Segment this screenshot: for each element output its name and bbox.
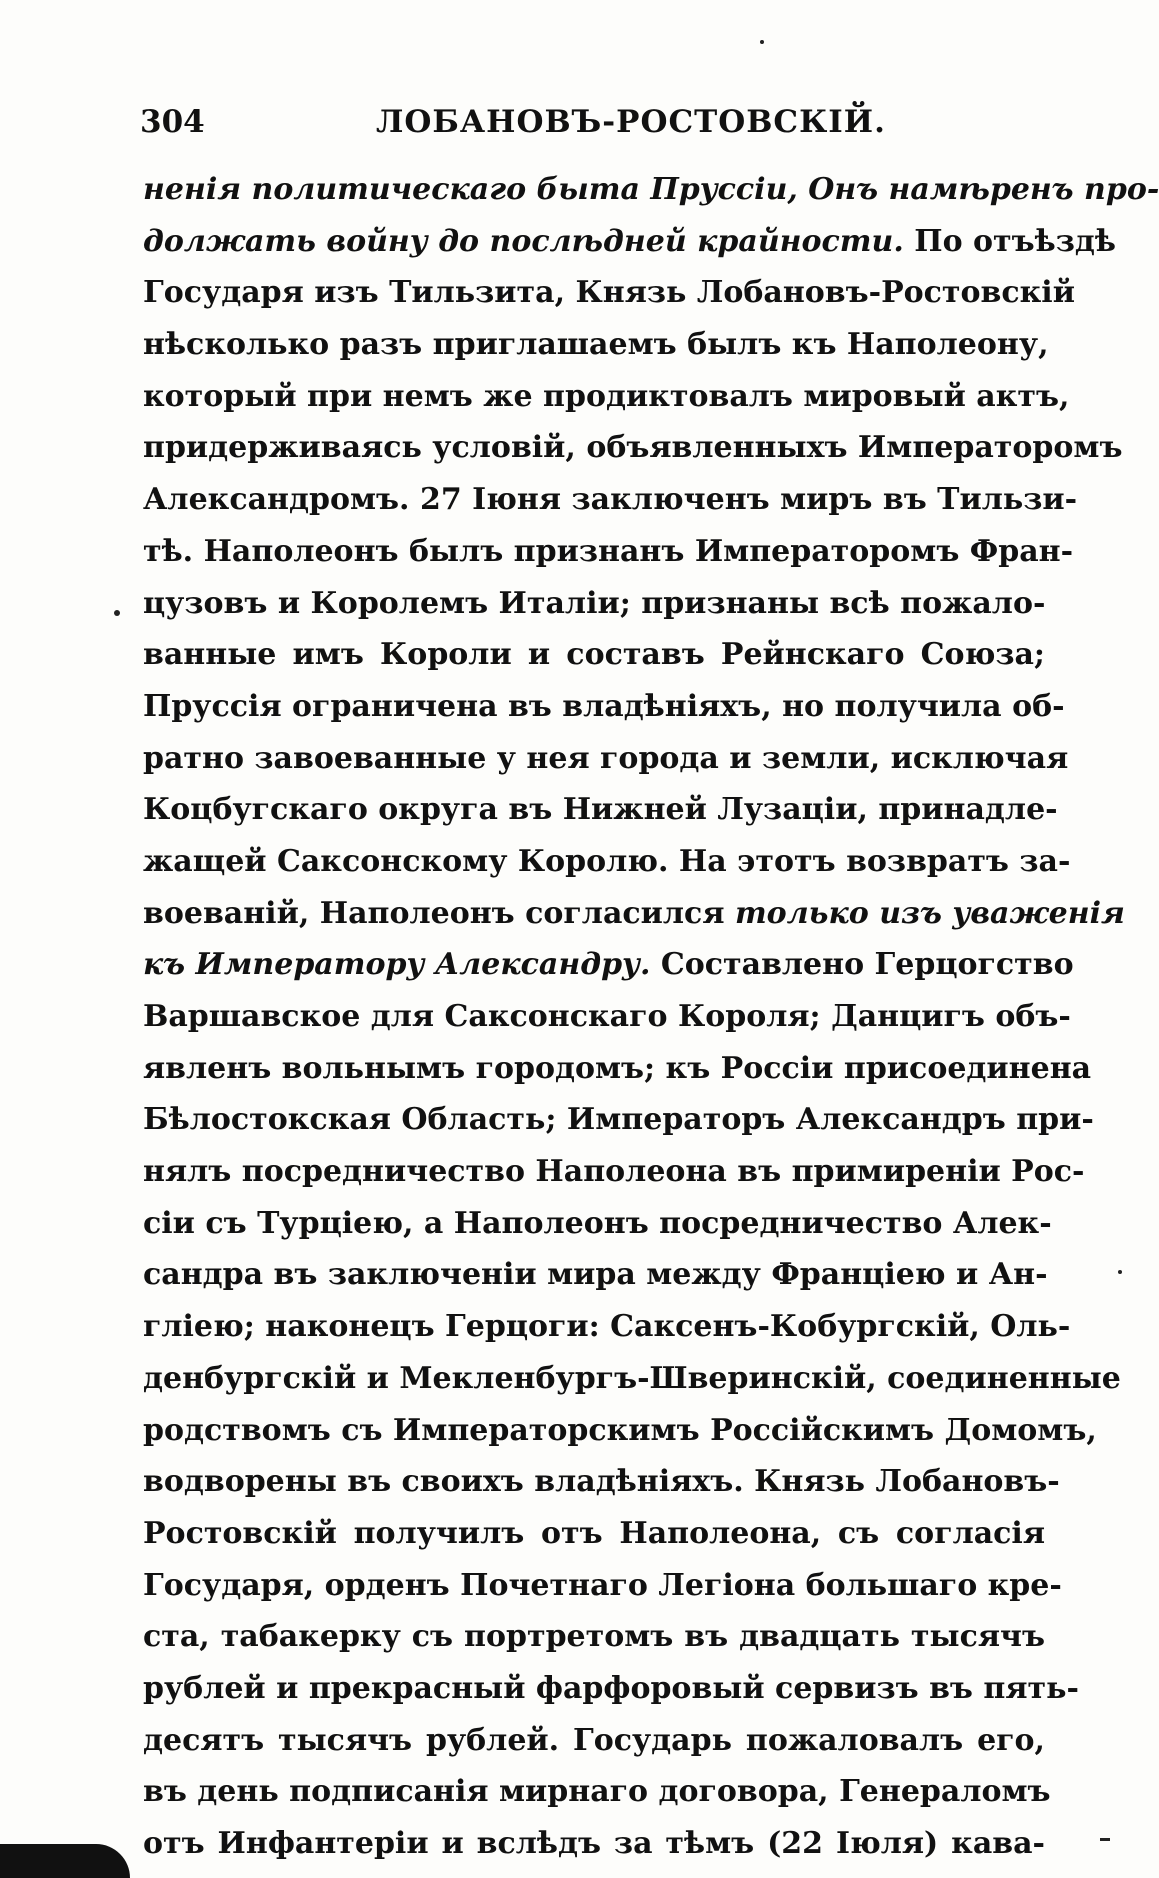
scan-edge-shadow [0, 1844, 130, 1878]
italic-run: должать войну до послѣдней крайности. [143, 223, 904, 259]
text-line: который при немъ же продиктовалъ мировый актъ, [143, 378, 1070, 414]
italic-run: къ Императору Александру. [143, 947, 651, 983]
text-line: родствомъ съ Императорскимъ Россійскимъ Домомъ, [143, 1412, 1097, 1448]
text-line: десятъ тысячъ рублей. Государь пожаловалъ его, [143, 1722, 1045, 1758]
running-head: ЛОБАНОВЪ-РОСТОВСКІЙ. [376, 104, 886, 140]
scan-speck [760, 40, 764, 44]
text-line: жащей Саксонскому Королю. На этотъ возвратъ за- [143, 843, 1071, 879]
text-line: Варшавское для Саксонскаго Короля; Данцигъ объ- [143, 999, 1071, 1034]
text-line: нялъ посредничество Наполеона въ примиреніи Рос- [143, 1154, 1085, 1190]
text-line-mixed: должать войну до послѣдней крайности. По отъѣздѣ [143, 223, 1116, 259]
text-line: Бѣлостокская Область; Императоръ Александръ при- [143, 1102, 1094, 1138]
body-text [143, 164, 1159, 1870]
text-line: придерживаясь условій, объявленныхъ Императоромъ [143, 430, 1123, 466]
text-line: Коцбугскаго округа въ Нижней Лузаціи, принадле- [143, 792, 1058, 828]
text-line: цузовъ и Королемъ Италіи; признаны всѣ пожало- [143, 585, 1046, 621]
text-line: денбургскій и Мекленбургъ-Шверинскій, соединенные [143, 1360, 1121, 1396]
scan-speck [1118, 1270, 1122, 1274]
text-line: гліею; наконецъ Герцоги: Саксенъ-Кобургскій, Оль- [143, 1309, 1071, 1345]
text-line: ста, табакерку съ портретомъ въ двадцать тысячъ [143, 1619, 1045, 1655]
text-line: Александромъ. 27 Іюня заключенъ миръ въ Тильзи- [143, 482, 1078, 518]
text-line: рублей и прекрасный фарфоровый сервизъ въ пять- [143, 1670, 1079, 1706]
text-line: Государя, орденъ Почетнаго Легіона большаго кре- [143, 1567, 1062, 1603]
text-line: въ день подписанія мирнаго договора, Генераломъ [143, 1774, 1051, 1810]
scan-speck [1100, 1838, 1110, 1841]
text-line: явленъ вольнымъ городомъ; къ Россіи присоединена [143, 1050, 1092, 1086]
text-line: сіи съ Турціею, а Наполеонъ посредничество Алек- [143, 1205, 1052, 1241]
text-line-mixed: къ Императору Александру. Составлено Герцогство [143, 947, 1074, 983]
text-line: нѣсколько разъ приглашаемъ былъ къ Наполеону, [143, 327, 1049, 363]
page-number: 304 [140, 104, 205, 140]
text-line: водворены въ своихъ владѣніяхъ. Князь Лобановъ- [143, 1464, 1060, 1500]
text-line: Государя изъ Тильзита, Князь Лобановъ-Ростовскій [143, 275, 1075, 311]
scan-speck [114, 610, 120, 616]
text-line-mixed: воеваній, Наполеонъ согласился только изъ уваженія [143, 895, 1125, 931]
text-line: тѣ. Наполеонъ былъ признанъ Императоромъ Фран- [143, 533, 1074, 569]
text-line: ванные имъ Короли и составъ Рейнскаго Союза; [143, 637, 1045, 673]
text-line: отъ Инфантеріи и вслѣдъ за тѣмъ (22 Іюля) кава- [143, 1826, 1045, 1861]
text-line: сандра въ заключеніи мира между Франціею и Ан- [143, 1257, 1048, 1293]
page-header [140, 104, 1045, 148]
italic-run: только изъ уваженія [734, 895, 1125, 931]
text-line: Ростовскій получилъ отъ Наполеона, съ согласія [143, 1515, 1045, 1551]
text-line: ратно завоеванные у нея города и земли, исключая [143, 740, 1069, 776]
text-line: ненія политическаго быта Пруссіи, Онъ намѣренъ про- [143, 172, 1159, 207]
text-line: Пруссія ограничена въ владѣніяхъ, но получила об- [143, 688, 1065, 724]
